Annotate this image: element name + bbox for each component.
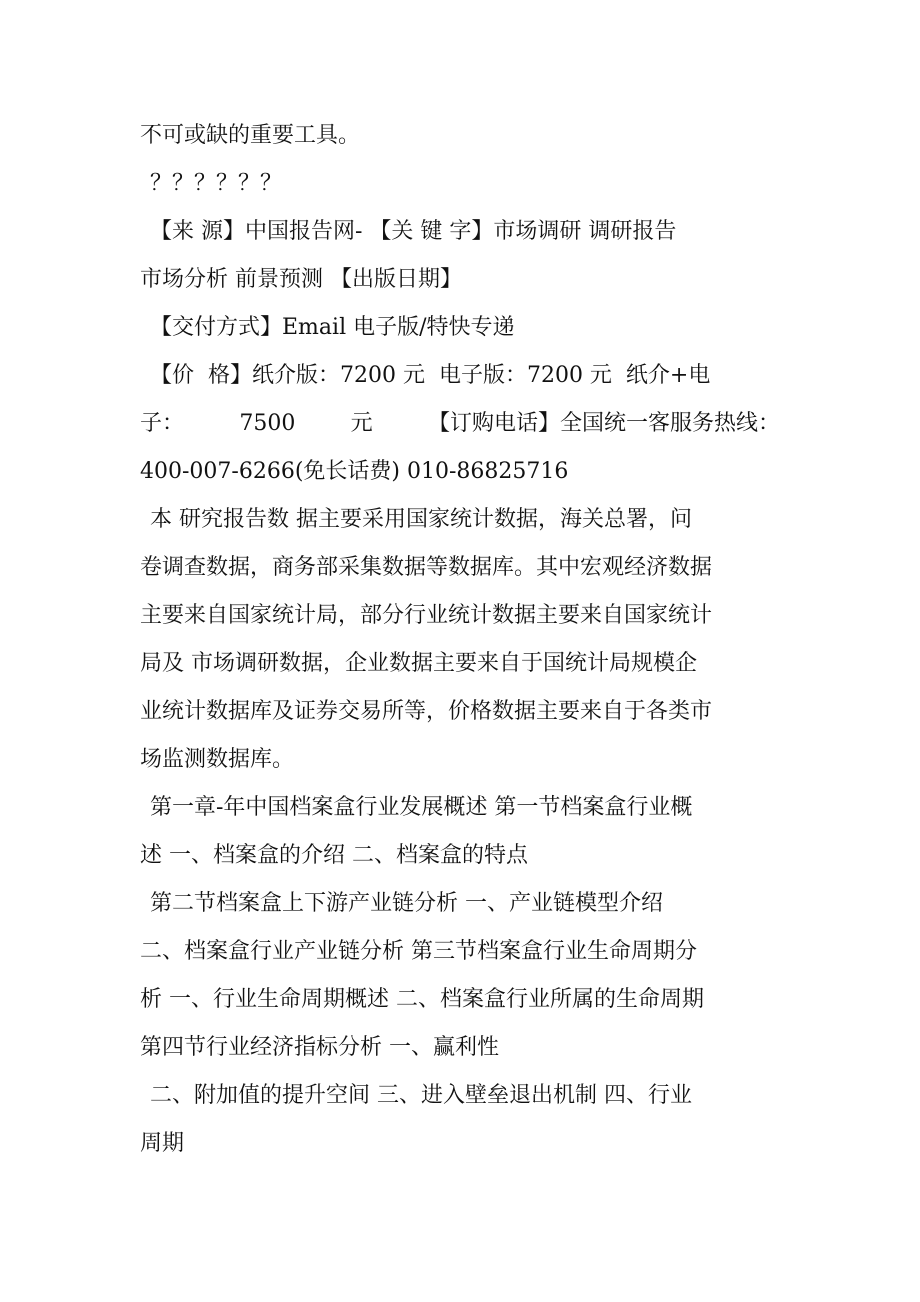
text-line: 第一章-年中国档案盒行业发展概述 第一节档案盒行业概 bbox=[150, 795, 693, 820]
text-line: 析 一、行业生命周期概述 二、档案盒行业所属的生命周期 bbox=[140, 987, 704, 1012]
text-fragment: 【订购电话】全国统一客服务热线： bbox=[427, 411, 780, 436]
text-line: 不可或缺的重要工具。 bbox=[140, 123, 361, 148]
text-line: 二、附加值的提升空间 三、进入壁垒退出机制 四、行业 bbox=[150, 1083, 692, 1108]
text-fragment: 子： bbox=[140, 411, 185, 436]
text-line: 卷调查数据，商务部采集数据等数据库。其中宏观经济数据 bbox=[140, 555, 713, 580]
text-line: 主要来自国家统计局，部分行业统计数据主要来自国家统计 bbox=[140, 603, 713, 628]
text-line: 【交付方式】Email 电子版/特快专递 bbox=[150, 315, 515, 340]
text-line: 场监测数据库。 bbox=[140, 747, 295, 772]
text-line: 述 一、档案盒的介绍 二、档案盒的特点 bbox=[140, 843, 528, 868]
text-line: 周期 bbox=[140, 1131, 185, 1156]
text-line: 第四节行业经济指标分析 一、赢利性 bbox=[140, 1035, 499, 1060]
text-fragment: 7500 bbox=[239, 411, 296, 436]
text-line: 局及 市场调研数据，企业数据主要来自于国统计局规模企 bbox=[140, 651, 697, 676]
text-line: 二、档案盒行业产业链分析 第三节档案盒行业生命周期分 bbox=[140, 939, 697, 964]
text-line: 本 研究报告数 据主要采用国家统计数据，海关总署，问 bbox=[150, 507, 692, 532]
text-line: ？？？？？？ bbox=[150, 171, 283, 196]
text-line: 市场分析 前景预测 【出版日期】 bbox=[140, 267, 462, 292]
text-line: 第二节档案盒上下游产业链分析 一、产业链模型介绍 bbox=[150, 891, 663, 916]
text-line: 【来 源】中国报告网- 【关 键 字】市场调研 调研报告 bbox=[150, 219, 677, 244]
text-line: 业统计数据库及证券交易所等，价格数据主要来自于各类市 bbox=[140, 699, 713, 724]
text-line: 400-007-6266(免长话费) 010-86825716 bbox=[140, 459, 569, 484]
text-fragment: 元 bbox=[350, 411, 373, 436]
text-line-justified bbox=[140, 409, 780, 439]
text-line: 【价 格】纸介版：7200 元 电子版：7200 元 纸介+电 bbox=[150, 363, 711, 388]
